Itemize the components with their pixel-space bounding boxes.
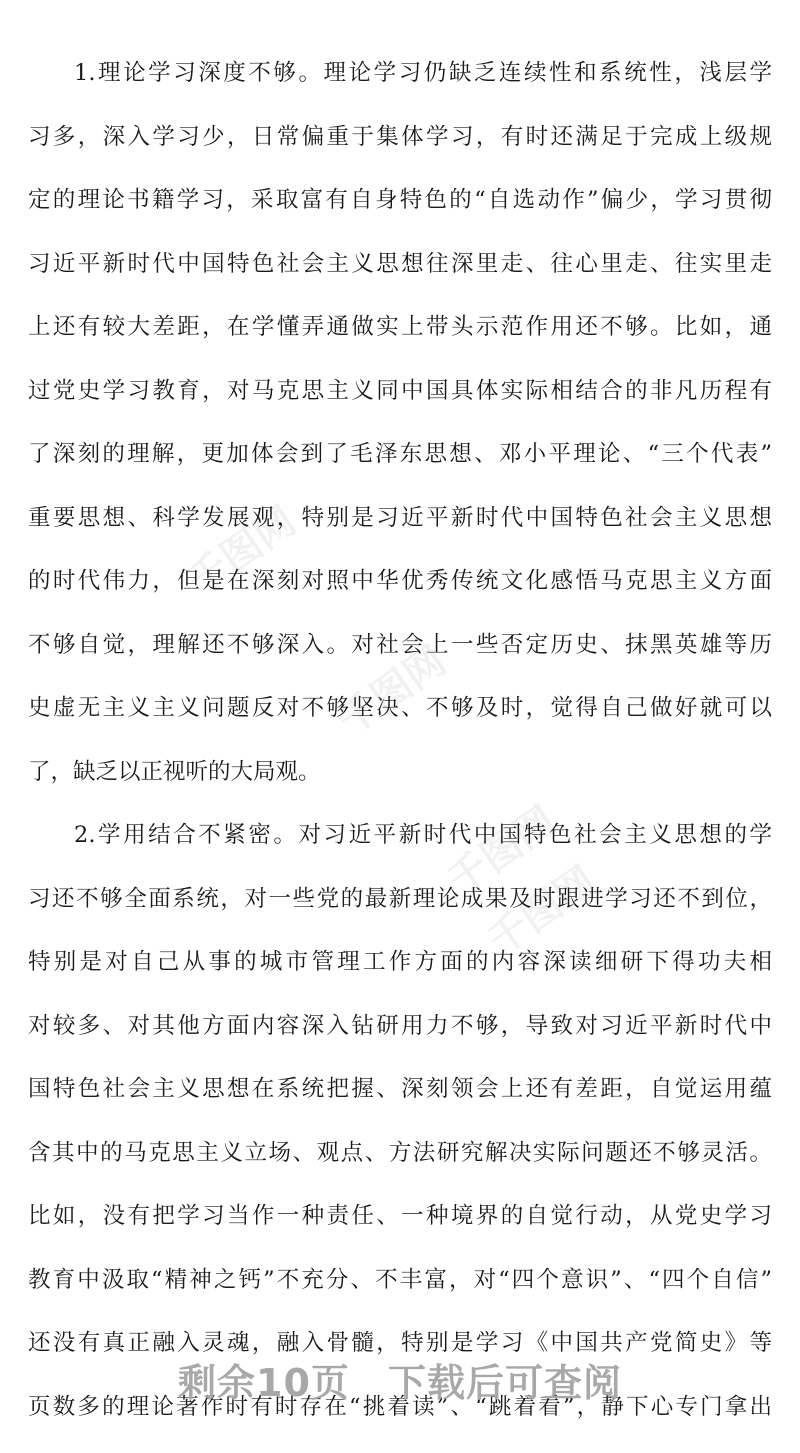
text-line: 了，缺乏以正视听的大局观。 <box>28 758 321 785</box>
text-line: 定的理论书籍学习，采取富有自身特色的“自选动作”偏少，学习贯彻 <box>28 187 772 213</box>
paragraph-2 <box>28 804 772 1439</box>
text-line: 不够自觉，理解还不够深入。对社会上一些否定历史、抹黑英雄等历 <box>28 631 772 658</box>
text-line: 教育中汲取“精神之钙”不充分、不丰富，对“四个意识”、“四个自信” <box>28 1266 772 1293</box>
text-line: 对较多、对其他方面内容深入钻研用力不够，导致对习近平新时代中 <box>28 1012 772 1039</box>
text-line: 了深刻的理解，更加体会到了毛泽东思想、邓小平理论、“三个代表” <box>28 441 772 467</box>
text-line: 页数多的理论著作时有时存在“挑着读”、“跳着看”，静下心专门拿出 <box>28 1393 772 1420</box>
document-body <box>28 42 772 1439</box>
text-line: 习近平新时代中国特色社会主义思想往深里走、往心里走、往实里走 <box>28 250 772 277</box>
text-line: 比如，没有把学习当作一种责任、一种境界的自觉行动，从党史学习 <box>28 1203 772 1229</box>
watermark: 千图网 <box>439 798 565 905</box>
remaining-pages-label: 剩余10页 <box>178 1361 350 1405</box>
text-line: 特别是对自己从事的城市管理工作方面的内容深读细研下得功夫相 <box>28 949 772 975</box>
text-line: 史虚无主义主义问题反对不够坚决、不够及时，觉得自己做好就可以 <box>28 695 772 721</box>
text-line: 含其中的马克思主义立场、观点、方法研究解决实际问题还不够灵活。 <box>28 1139 772 1166</box>
paragraph-1 <box>28 42 772 804</box>
download-prompt[interactable] <box>0 1352 800 1407</box>
text-line: 2.学用结合不紧密。对习近平新时代中国特色社会主义思想的学 <box>74 822 772 848</box>
text-line: 还没有真正融入灵魂，融入骨髓，特别是学习《中国共产党简史》等 <box>28 1330 772 1356</box>
text-line: 的时代伟力，但是在深刻对照中华优秀传统文化感悟马克思主义方面 <box>28 568 772 594</box>
watermark: 千图网 <box>329 638 455 745</box>
text-line: 习还不够全面系统，对一些党的最新理论成果及时跟进学习还不到位， <box>28 885 772 912</box>
text-line: 上还有较大差距，在学懂弄通做实上带头示范作用还不够。比如，通 <box>28 314 772 340</box>
watermark: 千图网 <box>179 498 305 605</box>
download-to-view-label[interactable]: 下载后可查阅 <box>387 1361 622 1405</box>
text-line: 习多，深入学习少，日常偏重于集体学习，有时还满足于完成上级规 <box>28 123 772 150</box>
text-line: 国特色社会主义思想在系统把握、深刻领会上还有差距，自觉运用蕴 <box>28 1076 772 1102</box>
text-line: 重要思想、科学发展观，特别是习近平新时代中国特色社会主义思想 <box>28 504 772 531</box>
text-line: 1.理论学习深度不够。理论学习仍缺乏连续性和系统性，浅层学 <box>74 60 772 86</box>
text-line: 过党史学习教育，对马克思主义同中国具体实际相结合的非凡历程有 <box>28 377 772 404</box>
watermark: 千图网 <box>479 858 605 965</box>
